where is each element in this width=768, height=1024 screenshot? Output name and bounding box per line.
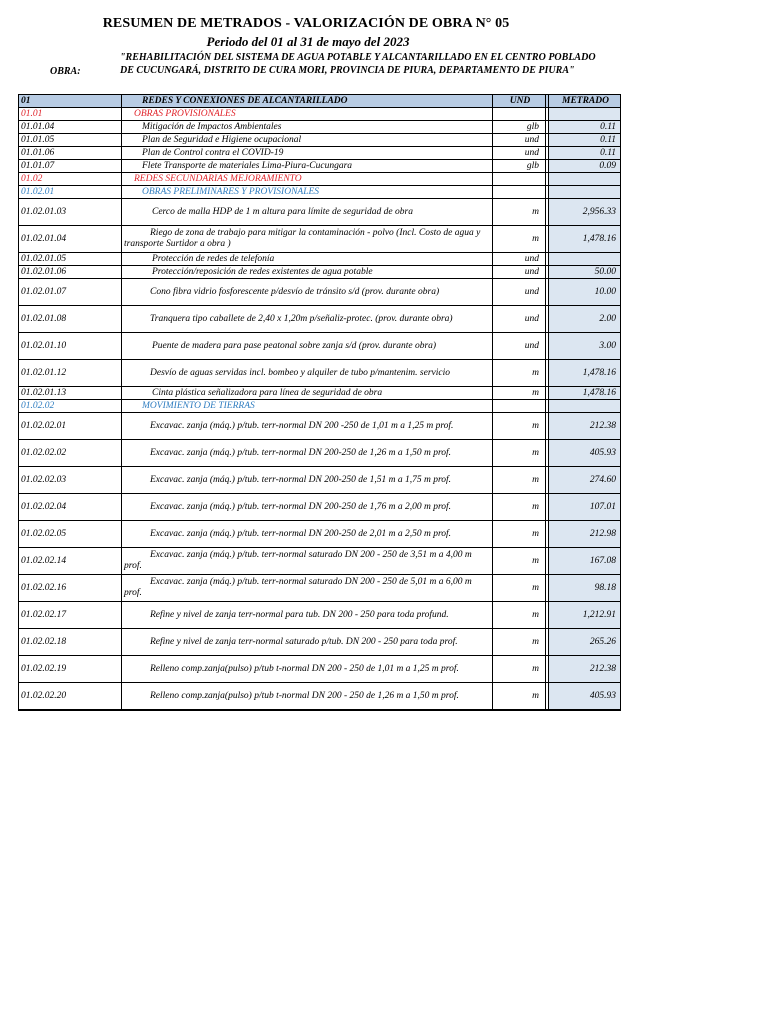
header-und: UND: [493, 95, 546, 108]
item-code: 01.01.04: [19, 121, 122, 134]
item-description: Cono fibra vidrio fosforescente p/desvío de tránsito s/d (prov. durante obra): [122, 279, 493, 306]
item-code: 01.02.01.13: [19, 387, 122, 400]
item-code: 01.02: [19, 173, 122, 186]
table-row: [19, 333, 621, 360]
table-row: [19, 548, 621, 575]
table-row: [19, 683, 621, 711]
item-code: 01.02.02.16: [19, 575, 122, 602]
item-code: 01.02.01.06: [19, 266, 122, 279]
item-unit: und: [493, 279, 546, 306]
item-code: 01.01.07: [19, 160, 122, 173]
item-code: 01.01.06: [19, 147, 122, 160]
item-description: OBRAS PROVISIONALES: [122, 108, 493, 121]
item-unit: m: [493, 199, 546, 226]
item-description: Excavac. zanja (máq.) p/tub. terr-normal saturado DN 200 - 250 de 3,51 m a 4,00 m prof.: [122, 548, 493, 575]
item-code: 01.02.02.02: [19, 440, 122, 467]
item-metrado: 0.09: [549, 160, 621, 173]
item-unit: und: [493, 253, 546, 266]
item-metrado: 10.00: [549, 279, 621, 306]
item-metrado: 1,478.16: [549, 226, 621, 253]
header-code: 01: [19, 95, 122, 108]
item-metrado: 2,956.33: [549, 199, 621, 226]
item-code: 01.01.05: [19, 134, 122, 147]
item-unit: und: [493, 266, 546, 279]
item-unit: glb: [493, 121, 546, 134]
item-metrado: 0.11: [549, 147, 621, 160]
item-description: Excavac. zanja (máq.) p/tub. terr-normal DN 200 -250 de 1,01 m a 1,25 m prof.: [122, 413, 493, 440]
table-row: [19, 108, 621, 121]
item-description: Tranquera tipo caballete de 2,40 x 1,20m p/señaliz-protec. (prov. durante obra): [122, 306, 493, 333]
item-unit: m: [493, 548, 546, 575]
item-code: 01.02.01.10: [19, 333, 122, 360]
item-metrado: 274.60: [549, 467, 621, 494]
metrados-table: [18, 94, 621, 711]
item-description: Riego de zona de trabajo para mitigar la contaminación - polvo (Incl. Costo de agua y transporte Surtidor a obra ): [122, 226, 493, 253]
item-unit: m: [493, 387, 546, 400]
header-metrado: METRADO: [549, 95, 621, 108]
item-description: Cerco de malla HDP de 1 m altura para límite de seguridad de obra: [122, 199, 493, 226]
item-unit: m: [493, 521, 546, 548]
item-unit: [493, 400, 546, 413]
item-unit: glb: [493, 160, 546, 173]
item-metrado: 167.08: [549, 548, 621, 575]
item-metrado: 1,212.91: [549, 602, 621, 629]
item-description: Excavac. zanja (máq.) p/tub. terr-normal DN 200-250 de 1,26 m a 1,50 m prof.: [122, 440, 493, 467]
item-description: Cinta plástica señalizadora para línea de seguridad de obra: [122, 387, 493, 400]
item-description: Refine y nivel de zanja terr-normal saturado p/tub. DN 200 - 250 para toda prof.: [122, 629, 493, 656]
item-metrado: [549, 173, 621, 186]
item-metrado: 1,478.16: [549, 387, 621, 400]
item-description: Excavac. zanja (máq.) p/tub. terr-normal DN 200-250 de 2,01 m a 2,50 m prof.: [122, 521, 493, 548]
item-metrado: 265.26: [549, 629, 621, 656]
item-metrado: 107.01: [549, 494, 621, 521]
table-row: [19, 134, 621, 147]
obra-description: "REHABILITACIÓN DEL SISTEMA DE AGUA POTABLE Y ALCANTARILLADO EN EL CENTRO POBLADO DE CUCUNGARÁ, DISTRITO DE CURA MORI, PROVINCIA DE PIURA, DEPARTAMENTO DE PIURA": [120, 52, 596, 76]
table-row: [19, 360, 621, 387]
item-metrado: [549, 400, 621, 413]
item-unit: m: [493, 467, 546, 494]
item-metrado: [549, 108, 621, 121]
item-description: MOVIMIENTO DE TIERRAS: [122, 400, 493, 413]
item-unit: [493, 108, 546, 121]
item-code: 01.02.02.04: [19, 494, 122, 521]
item-metrado: 98.18: [549, 575, 621, 602]
item-code: 01.02.01.12: [19, 360, 122, 387]
table-row: [19, 253, 621, 266]
item-code: 01.02.02.01: [19, 413, 122, 440]
table-row: [19, 467, 621, 494]
item-metrado: 212.38: [549, 656, 621, 683]
table-row: [19, 160, 621, 173]
item-unit: und: [493, 333, 546, 360]
item-description: Plan de Seguridad e Higiene ocupacional: [122, 134, 493, 147]
table-row: [19, 602, 621, 629]
table-row: [19, 279, 621, 306]
table-row: [19, 400, 621, 413]
item-metrado: [549, 186, 621, 199]
item-unit: m: [493, 656, 546, 683]
obra-label: OBRA:: [50, 66, 81, 77]
item-metrado: 212.38: [549, 413, 621, 440]
item-code: 01.02.02.14: [19, 548, 122, 575]
table-row: [19, 147, 621, 160]
table-row: [19, 186, 621, 199]
item-code: 01.01: [19, 108, 122, 121]
item-description: Refine y nivel de zanja terr-normal para tub. DN 200 - 250 para toda profund.: [122, 602, 493, 629]
header-description: REDES Y CONEXIONES DE ALCANTARILLADO: [122, 95, 493, 108]
table-row: [19, 306, 621, 333]
item-unit: und: [493, 306, 546, 333]
table-row: [19, 173, 621, 186]
item-description: Excavac. zanja (máq.) p/tub. terr-normal DN 200-250 de 1,51 m a 1,75 m prof.: [122, 467, 493, 494]
table-row: [19, 494, 621, 521]
period-subtitle: Periodo del 01 al 31 de mayo del 2023: [206, 34, 410, 49]
item-description: Protección/reposición de redes existentes de agua potable: [122, 266, 493, 279]
item-description: REDES SECUNDARIAS MEJORAMIENTO: [122, 173, 493, 186]
item-code: 01.02.02.05: [19, 521, 122, 548]
table-row: [19, 656, 621, 683]
item-metrado: 0.11: [549, 121, 621, 134]
item-code: 01.02.01: [19, 186, 122, 199]
item-description: Puente de madera para pase peatonal sobre zanja s/d (prov. durante obra): [122, 333, 493, 360]
table-row: [19, 266, 621, 279]
table-row: [19, 575, 621, 602]
item-unit: [493, 173, 546, 186]
table-row: [19, 629, 621, 656]
item-description: Relleno comp.zanja(pulso) p/tub t-normal DN 200 - 250 de 1,26 m a 1,50 m prof.: [122, 683, 493, 711]
table-row: [19, 226, 621, 253]
item-code: 01.02.02.18: [19, 629, 122, 656]
item-unit: [493, 186, 546, 199]
item-unit: m: [493, 360, 546, 387]
item-description: Flete Transporte de materiales Lima-Piura-Cucungara: [122, 160, 493, 173]
table-row: [19, 413, 621, 440]
item-description: Desvío de aguas servidas incl. bombeo y alquiler de tubo p/mantenim. servicio: [122, 360, 493, 387]
item-metrado: 50.00: [549, 266, 621, 279]
table-row: [19, 440, 621, 467]
item-code: 01.02.01.03: [19, 199, 122, 226]
item-unit: und: [493, 147, 546, 160]
item-unit: m: [493, 494, 546, 521]
item-unit: m: [493, 413, 546, 440]
item-description: Protección de redes de telefonía: [122, 253, 493, 266]
item-metrado: 1,478.16: [549, 360, 621, 387]
item-unit: m: [493, 602, 546, 629]
item-unit: m: [493, 683, 546, 711]
item-code: 01.02.01.07: [19, 279, 122, 306]
item-description: Relleno comp.zanja(pulso) p/tub t-normal DN 200 - 250 de 1,01 m a 1,25 m prof.: [122, 656, 493, 683]
item-code: 01.02.02.20: [19, 683, 122, 711]
table-row: [19, 521, 621, 548]
item-unit: und: [493, 134, 546, 147]
item-code: 01.02.02: [19, 400, 122, 413]
item-metrado: 2.00: [549, 306, 621, 333]
item-unit: m: [493, 440, 546, 467]
table-row: [19, 121, 621, 134]
item-metrado: 3.00: [549, 333, 621, 360]
item-code: 01.02.01.08: [19, 306, 122, 333]
item-metrado: 212.98: [549, 521, 621, 548]
item-description: Excavac. zanja (máq.) p/tub. terr-normal DN 200-250 de 1,76 m a 2,00 m prof.: [122, 494, 493, 521]
item-description: Plan de Control contra el COVID-19: [122, 147, 493, 160]
item-code: 01.02.02.03: [19, 467, 122, 494]
table-row: [19, 387, 621, 400]
item-code: 01.02.02.17: [19, 602, 122, 629]
item-description: Excavac. zanja (máq.) p/tub. terr-normal saturado DN 200 - 250 de 5,01 m a 6,00 m prof.: [122, 575, 493, 602]
item-code: 01.02.02.19: [19, 656, 122, 683]
table-row: [19, 199, 621, 226]
item-unit: m: [493, 629, 546, 656]
table-header-row: [19, 95, 621, 108]
item-metrado: [549, 253, 621, 266]
item-unit: m: [493, 575, 546, 602]
item-description: Mitigación de Impactos Ambientales: [122, 121, 493, 134]
item-unit: m: [493, 226, 546, 253]
item-code: 01.02.01.04: [19, 226, 122, 253]
item-metrado: 405.93: [549, 683, 621, 711]
document-title: RESUMEN DE METRADOS - VALORIZACIÓN DE OBRA N° 05: [102, 16, 510, 31]
item-metrado: 0.11: [549, 134, 621, 147]
item-code: 01.02.01.05: [19, 253, 122, 266]
item-metrado: 405.93: [549, 440, 621, 467]
item-description: OBRAS PRELIMINARES Y PROVISIONALES: [122, 186, 493, 199]
